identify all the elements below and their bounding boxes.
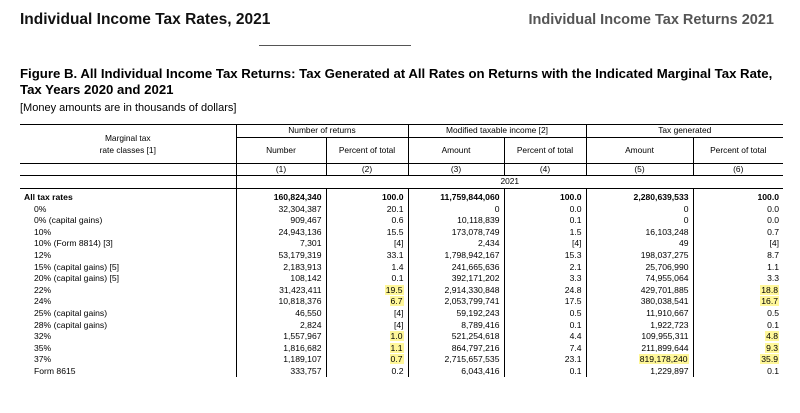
table-cell: [326, 331, 408, 343]
table-cell: [326, 238, 408, 250]
table-cell: [693, 273, 783, 285]
col-number: (4): [504, 163, 586, 176]
cell-value: 1,557,967: [283, 331, 322, 342]
cell-value: 333,757: [290, 365, 322, 376]
table-cell: [326, 215, 408, 227]
row-label: 35%: [34, 342, 52, 353]
cell-value: 10,818,376: [278, 296, 322, 307]
table-cell: [236, 192, 326, 204]
table-cell: [693, 308, 783, 320]
sub-header: Percent of total: [504, 137, 586, 163]
row-label: 10%: [34, 226, 52, 237]
cell-value: 2,280,639,533: [633, 192, 689, 203]
table-cell: [326, 273, 408, 285]
table-cell: [504, 319, 586, 331]
cell-value: 198,037,275: [640, 250, 689, 261]
figure-title: Figure B. All Individual Income Tax Returns: Tax Generated at All Rates on Returns with the Indicated Marginal Tax Rate, Tax Years 2020 and 2021: [20, 66, 773, 97]
cell-value: 0.1: [569, 319, 582, 330]
cell-value: 2,824: [299, 319, 322, 330]
table-cell: [693, 285, 783, 297]
table-cell: [236, 273, 326, 285]
cell-value: 2,053,799,741: [444, 296, 500, 307]
cell-value: 49: [678, 238, 689, 249]
table-cell: [326, 366, 408, 378]
table-cell: [326, 343, 408, 355]
table-cell: [408, 273, 504, 285]
table-cell: [586, 296, 693, 308]
table-cell: [586, 308, 693, 320]
cell-value: 0.2: [391, 365, 404, 376]
row-label: Form 8615: [34, 365, 76, 376]
table-cell: [408, 343, 504, 355]
table-cell: [504, 331, 586, 343]
cell-value: 32,304,387: [278, 203, 322, 214]
cell-value: 2,715,657,535: [444, 354, 500, 365]
table-cell: [504, 261, 586, 273]
table-cell: [586, 203, 693, 215]
cell-value: 1.1: [390, 342, 403, 353]
table-row: [20, 343, 783, 355]
table-cell: [504, 343, 586, 355]
table-cell: [408, 296, 504, 308]
cell-value: 211,899,644: [641, 342, 689, 353]
cell-value: 4.4: [569, 331, 582, 342]
cell-value: 0: [683, 215, 689, 226]
cell-value: 100.0: [560, 192, 582, 203]
row-label: 10% (Form 8814) [3]: [34, 238, 113, 249]
sub-header: Number: [236, 137, 326, 163]
table-row: [20, 215, 783, 227]
col-number: (5): [586, 163, 693, 176]
cell-value: 74,955,064: [645, 273, 689, 284]
cell-value: 429,701,885: [640, 284, 689, 295]
table-cell: [586, 192, 693, 204]
table-cell: [586, 285, 693, 297]
table-row: [20, 227, 783, 239]
cell-value: 0.0: [767, 215, 780, 226]
cell-value: 33.1: [386, 250, 404, 261]
table-row: [20, 354, 783, 366]
table-row: [20, 366, 783, 378]
table-cell: [693, 296, 783, 308]
cell-value: 17.5: [564, 296, 582, 307]
cell-value: [4]: [393, 238, 404, 249]
table-cell: [504, 203, 586, 215]
report-title: Individual Income Tax Rates, 2021: [20, 11, 271, 28]
cell-value: 10,118,839: [457, 215, 500, 226]
cell-value: 1.4: [391, 261, 404, 272]
header-divider: [259, 45, 411, 46]
cell-value: 11,759,844,060: [440, 192, 500, 203]
table-cell: [236, 319, 326, 331]
table-cell: [586, 227, 693, 239]
cell-value: [4]: [393, 319, 404, 330]
table-cell: [236, 296, 326, 308]
cell-value: 1,922,723: [650, 319, 689, 330]
table-cell: [408, 319, 504, 331]
cell-value: 19.5: [385, 284, 403, 295]
table-cell: [504, 366, 586, 378]
table-cell: [326, 308, 408, 320]
table-cell: [693, 215, 783, 227]
table-cell: [236, 285, 326, 297]
cell-value: 0.5: [767, 308, 780, 319]
cell-value: 380,038,541: [640, 296, 689, 307]
row-label: 25% (capital gains): [34, 308, 108, 319]
stub-header-line1: Marginal tax: [104, 132, 151, 143]
col-number: (1): [236, 163, 326, 176]
table-cell: [326, 319, 408, 331]
cell-value: 0.0: [767, 203, 780, 214]
col-number-stub: [20, 163, 236, 176]
cell-value: 819,178,240: [639, 354, 688, 365]
table-cell: [586, 331, 693, 343]
cell-value: 0: [683, 203, 689, 214]
table-cell: [326, 203, 408, 215]
table-cell: [326, 250, 408, 262]
table-cell: [326, 192, 408, 204]
table-cell: [693, 203, 783, 215]
table-cell: [586, 354, 693, 366]
cell-value: 909,467: [290, 215, 322, 226]
cell-value: 100.0: [381, 192, 404, 203]
cell-value: [4]: [393, 308, 404, 319]
table-row: [20, 331, 783, 343]
table-cell: [586, 366, 693, 378]
cell-value: 16.7: [761, 296, 779, 307]
cell-value: 0.1: [767, 365, 780, 376]
table-cell: [504, 192, 586, 204]
cell-value: 1,816,682: [283, 342, 322, 353]
table-cell: [326, 285, 408, 297]
row-label: 12%: [34, 250, 52, 261]
table-row: [20, 285, 783, 297]
cell-value: 7.4: [569, 342, 582, 353]
table-cell: [236, 238, 326, 250]
table-cell: [236, 308, 326, 320]
table-total-row: [20, 192, 783, 204]
table-cell: [408, 331, 504, 343]
cell-value: 35.9: [761, 354, 779, 365]
cell-value: 864,797,216: [451, 342, 500, 353]
row-label: 32%: [34, 331, 52, 342]
cell-value: 392,171,202: [451, 273, 500, 284]
table-cell: [236, 203, 326, 215]
row-label: 0% (capital gains): [34, 215, 103, 226]
cell-value: 521,254,618: [451, 331, 500, 342]
cell-value: 1,189,107: [283, 354, 322, 365]
cell-value: 20.1: [386, 203, 404, 214]
table-cell: [504, 215, 586, 227]
cell-value: 0.1: [391, 273, 404, 284]
table-cell: [693, 238, 783, 250]
table-cell: [326, 354, 408, 366]
table-cell: [236, 215, 326, 227]
group-header-income: Modified taxable income [2]: [408, 125, 586, 138]
table-cell: [408, 227, 504, 239]
cell-value: 1.5: [569, 226, 582, 237]
table-cell: [693, 227, 783, 239]
table-cell: [326, 296, 408, 308]
table-cell: [504, 296, 586, 308]
cell-value: 2,183,913: [283, 261, 322, 272]
table-cell: [504, 285, 586, 297]
sub-header: Amount: [408, 137, 504, 163]
cell-value: 7,301: [299, 238, 322, 249]
table-row: [20, 308, 783, 320]
table-cell: [236, 331, 326, 343]
row-label: 0%: [34, 203, 47, 214]
cell-value: 16,103,248: [645, 226, 689, 237]
report-series-title: Individual Income Tax Returns 2021: [528, 12, 774, 28]
table-cell: [693, 261, 783, 273]
table-cell: [693, 354, 783, 366]
cell-value: 1,229,897: [650, 365, 689, 376]
stub-header-line2: rate classes [1]: [99, 144, 156, 155]
cell-value: 3.3: [767, 273, 780, 284]
cell-value: [4]: [769, 238, 780, 249]
table-cell: [586, 319, 693, 331]
cell-value: 2,434: [477, 238, 500, 249]
row-label: 24%: [34, 296, 52, 307]
cell-value: 1.1: [767, 261, 780, 272]
row-label: 28% (capital gains): [34, 319, 108, 330]
table-cell: [693, 366, 783, 378]
group-header-returns: Number of returns: [236, 125, 408, 138]
cell-value: 0.7: [767, 226, 780, 237]
table-cell: [408, 238, 504, 250]
cell-value: 0.1: [767, 319, 780, 330]
cell-value: 2.1: [569, 261, 582, 272]
table-cell: [408, 285, 504, 297]
table-cell: [408, 261, 504, 273]
cell-value: 6,043,416: [461, 365, 500, 376]
sub-header: Percent of total: [326, 137, 408, 163]
table-cell: [693, 331, 783, 343]
cell-value: 31,423,411: [279, 284, 322, 295]
cell-value: 1.0: [390, 331, 403, 342]
cell-value: 173,078,749: [451, 226, 500, 237]
row-label: 22%: [34, 284, 52, 295]
cell-value: 4.8: [766, 331, 779, 342]
table-cell: [504, 308, 586, 320]
row-label: All tax rates: [24, 192, 73, 203]
table-cell: [693, 319, 783, 331]
table-cell: [408, 308, 504, 320]
cell-value: 0.1: [569, 215, 582, 226]
col-number: (6): [693, 163, 783, 176]
cell-value: 109,955,311: [641, 331, 689, 342]
row-label: 37%: [34, 354, 52, 365]
table-cell: [408, 366, 504, 378]
col-number: (2): [326, 163, 408, 176]
table-cell: [408, 203, 504, 215]
table-cell: [236, 250, 326, 262]
cell-value: 0.5: [569, 308, 582, 319]
figure-subtitle: [Money amounts are in thousands of dollars]: [20, 102, 237, 114]
cell-value: 9.3: [766, 342, 779, 353]
table-cell: [504, 354, 586, 366]
cell-value: 59,192,243: [456, 308, 500, 319]
table-row: [20, 273, 783, 285]
year-label: 2021: [236, 176, 783, 189]
row-label: 20% (capital gains) [5]: [34, 273, 120, 284]
table-cell: [693, 250, 783, 262]
table-row: [20, 238, 783, 250]
cell-value: 108,142: [290, 273, 322, 284]
cell-value: 23.1: [564, 354, 582, 365]
cell-value: 3.3: [569, 273, 582, 284]
table-cell: [693, 343, 783, 355]
cell-value: 46,550: [295, 308, 322, 319]
cell-value: 25,706,990: [645, 261, 689, 272]
cell-value: 1,798,942,167: [444, 250, 500, 261]
cell-value: 100.0: [757, 192, 780, 203]
cell-value: 15.3: [564, 250, 582, 261]
table-row: [20, 319, 783, 331]
cell-value: 15.5: [386, 226, 404, 237]
table-cell: [236, 227, 326, 239]
cell-value: 0: [494, 203, 500, 214]
table-cell: [408, 192, 504, 204]
table-cell: [586, 250, 693, 262]
cell-value: 0.1: [569, 365, 582, 376]
table-cell: [236, 366, 326, 378]
cell-value: 241,665,636: [451, 261, 500, 272]
table-cell: [586, 215, 693, 227]
sub-header: Amount: [586, 137, 693, 163]
cell-value: 0.0: [569, 203, 582, 214]
tax-rates-table: [20, 124, 783, 377]
table-cell: [236, 343, 326, 355]
table-cell: [586, 273, 693, 285]
cell-value: 0.7: [390, 354, 403, 365]
table-cell: [326, 227, 408, 239]
cell-value: 2,914,330,848: [444, 284, 500, 295]
cell-value: 53,179,319: [278, 250, 322, 261]
cell-value: 18.8: [761, 284, 779, 295]
cell-value: 24,943,136: [278, 226, 322, 237]
cell-value: 6.7: [390, 296, 403, 307]
table-cell: [408, 215, 504, 227]
table-cell: [504, 250, 586, 262]
sub-header: Percent of total: [693, 137, 783, 163]
year-stub: [20, 176, 236, 189]
table-cell: [236, 261, 326, 273]
table-row: [20, 250, 783, 262]
table-cell: [408, 354, 504, 366]
table-row: [20, 296, 783, 308]
group-header-tax: Tax generated: [586, 125, 783, 138]
table-row: [20, 203, 783, 215]
row-label: 15% (capital gains) [5]: [34, 261, 120, 272]
cell-value: 11,910,667: [646, 308, 689, 319]
table-row: [20, 261, 783, 273]
table-cell: [586, 238, 693, 250]
cell-value: 24.8: [564, 284, 582, 295]
table-cell: [504, 227, 586, 239]
table-cell: [586, 343, 693, 355]
cell-value: 0.6: [391, 215, 404, 226]
stub-header: [20, 125, 236, 164]
table-cell: [236, 354, 326, 366]
cell-value: 8.7: [767, 250, 780, 261]
table-cell: [504, 238, 586, 250]
table-cell: [326, 261, 408, 273]
table-cell: [586, 261, 693, 273]
cell-value: 8,789,416: [461, 319, 500, 330]
col-number: (3): [408, 163, 504, 176]
cell-value: 160,824,340: [273, 192, 322, 203]
table-cell: [693, 192, 783, 204]
table-cell: [408, 250, 504, 262]
table-cell: [504, 273, 586, 285]
cell-value: [4]: [571, 238, 582, 249]
